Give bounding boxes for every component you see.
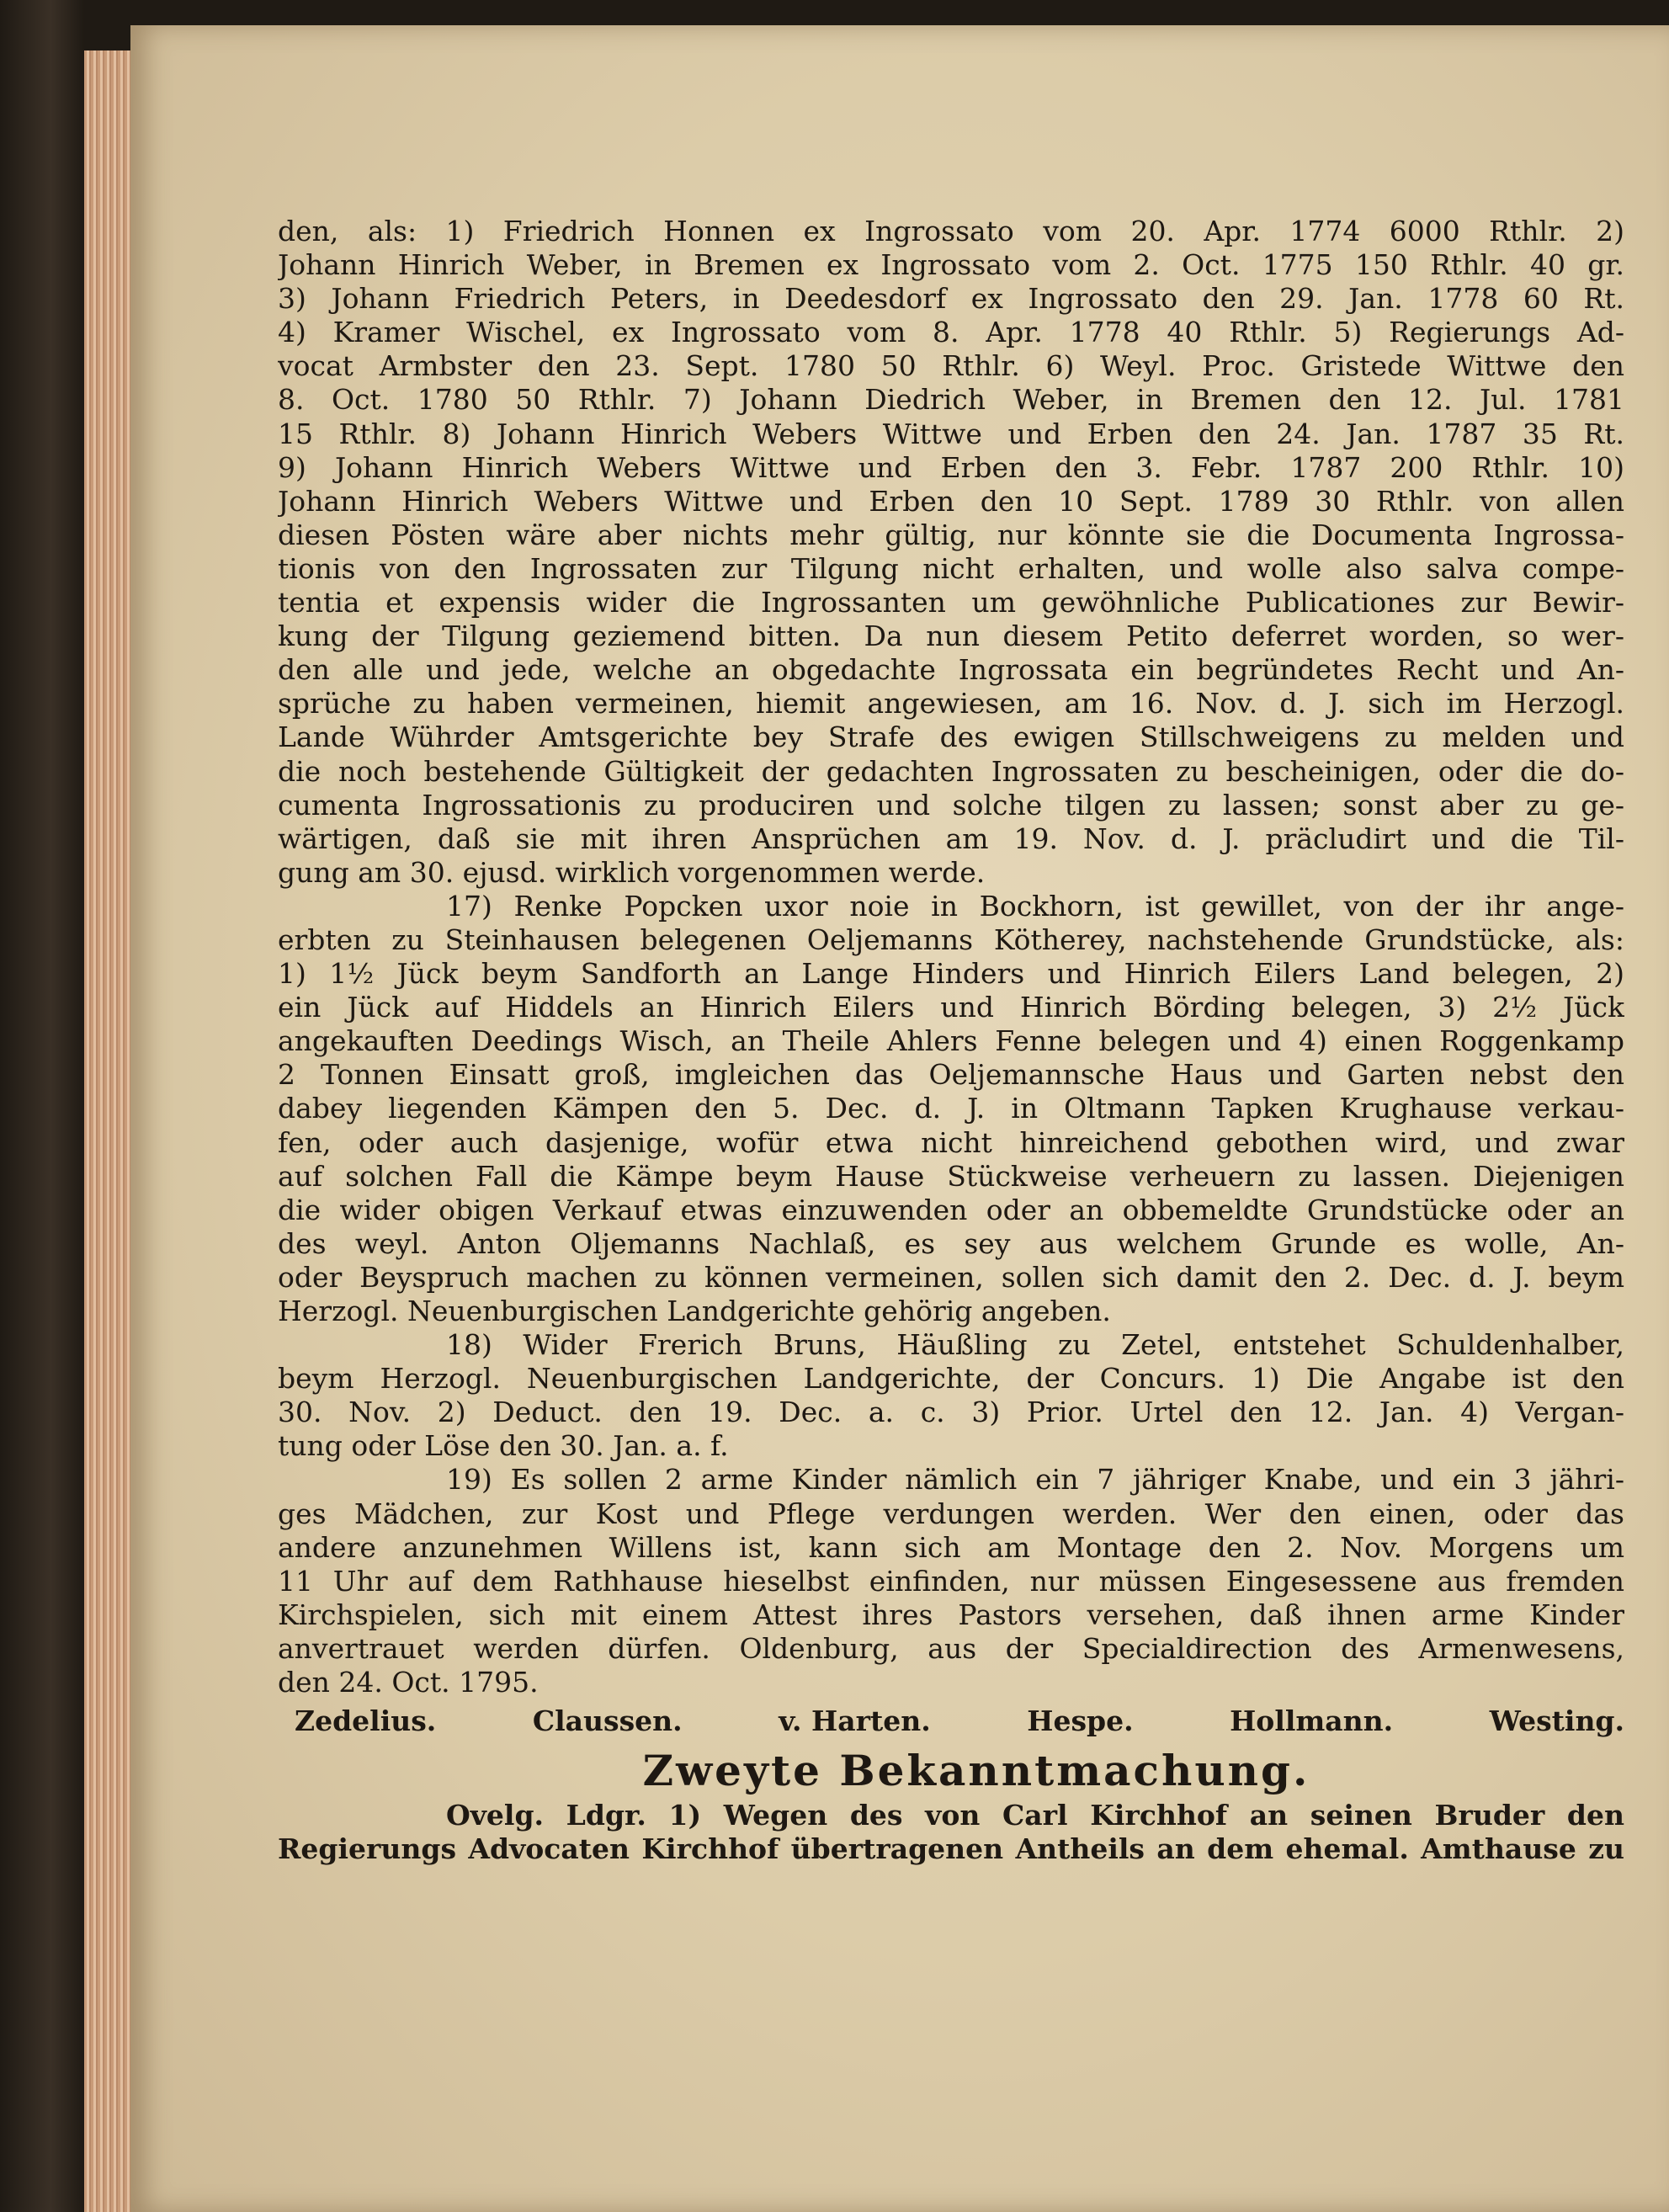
text-line: 1) 1½ Jück beym Sandforth an Lange Hinders und Hinrich Eilers Land belegen, 2) [278,957,1624,991]
signature: v. Harten. [779,1704,931,1738]
signatures [278,1699,1624,1743]
text-line: den 24. Oct. 1795. [278,1666,539,1699]
text-line: Herzogl. Neuenburgischen Landgerichte gehörig angeben. [278,1295,1111,1327]
text-line: angekauften Deedings Wisch, an Theile Ahlers Fenne belegen und 4) einen Roggenkamp [278,1024,1624,1058]
text-line: den, als: 1) Friedrich Honnen ex Ingrossato vom 20. Apr. 1774 6000 Rthlr. 2) [278,215,1624,247]
text-line: kung der Tilgung geziemend bitten. Da nun diesem Petito deferret worden, so wer- [278,619,1624,653]
text-line: 2 Tonnen Einsatt groß, imgleichen das Oeljemannsche Haus und Garten nebst den [278,1058,1624,1092]
text-line: ein Jück auf Hiddels an Hinrich Eilers und Hinrich Börding belegen, 3) 2½ Jück [278,991,1624,1024]
text-line: 3) Johann Friedrich Peters, in Deedesdorf ex Ingrossato den 29. Jan. 1778 60 Rt. [278,282,1624,316]
text-line: Lande Wührder Amtsgerichte bey Strafe des ewigen Stillschweigens zu melden und [278,720,1624,754]
text-line: 9) Johann Hinrich Webers Wittwe und Erben den 3. Febr. 1787 200 Rthlr. 10) [278,450,1624,484]
paragraph-17 [278,890,1624,1328]
text-line: 19) Es sollen 2 arme Kinder nämlich ein 7 jähriger Knabe, und ein 3 jähri- [446,1463,1624,1497]
text-line: 11 Uhr auf dem Rathhause hieselbst einfinden, nur müssen Eingesessene aus fremden [278,1564,1624,1598]
paragraph-next [278,1799,1624,1866]
page-text [278,215,1624,1866]
text-line: Johann Hinrich Weber, in Bremen ex Ingrossato vom 2. Oct. 1775 150 Rthlr. 40 gr. [278,248,1624,282]
text-line: Ovelg. Ldgr. 1) Wegen des von Carl Kirchhof an seinen Bruder den [446,1799,1624,1832]
signature: Claussen. [532,1704,683,1738]
text-line: 17) Renke Popcken uxor noie in Bockhorn, ist gewillet, von der ihr ange- [446,889,1624,923]
text-line: 8. Oct. 1780 50 Rthlr. 7) Johann Diedrich Weber, in Bremen den 12. Jul. 1781 [278,383,1624,417]
page-edge [84,51,135,2212]
text-line: Johann Hinrich Webers Wittwe und Erben den 10 Sept. 1789 30 Rthlr. von allen [278,484,1624,518]
text-line: oder Beyspruch machen zu können vermeinen, sollen sich damit den 2. Dec. d. J. beym [278,1260,1624,1294]
text-line: 30. Nov. 2) Deduct. den 19. Dec. a. c. 3) Prior. Urtel den 12. Jan. 4) Vergan- [278,1396,1624,1429]
text-line: die noch bestehende Gültigkeit der gedachten Ingrossaten zu bescheinigen, oder die do- [278,754,1624,788]
signature: Westing. [1489,1704,1624,1738]
text-line: tung oder Löse den 30. Jan. a. f. [278,1429,729,1463]
text-line: diesen Pösten wäre aber nichts mehr gültig, nur könnte sie die Documenta Ingrossa- [278,518,1624,551]
text-line: den alle und jede, welche an obgedachte Ingrossata ein begründetes Recht und An- [278,653,1624,687]
text-line: Regierungs Advocaten Kirchhof übertragenen Antheils an dem ehemal. Amthause zu [278,1832,1624,1866]
text-line: andere anzunehmen Willens ist, kann sich am Montage den 2. Nov. Morgens um [278,1530,1624,1564]
text-line: tionis von den Ingrossaten zur Tilgung nicht erhalten, und wolle also salva compe- [278,551,1624,585]
text-line: 18) Wider Frerich Bruns, Häußling zu Zetel, entstehet Schuldenhalber, [446,1328,1624,1362]
text-line: sprüche zu haben vermeinen, hiemit angewiesen, am 16. Nov. d. J. sich im Herzogl. [278,687,1624,720]
text-line: gung am 30. ejusd. wirklich vorgenommen werde. [278,855,986,889]
text-line: des weyl. Anton Oljemanns Nachlaß, es sey aus welchem Grunde es wolle, An- [278,1226,1624,1260]
signature: Hespe. [1027,1704,1134,1738]
text-line: 15 Rthlr. 8) Johann Hinrich Webers Wittwe und Erben den 24. Jan. 1787 35 Rt. [278,417,1624,450]
text-line: auf solchen Fall die Kämpe beym Hause Stückweise verheuern zu lassen. Diejenigen [278,1159,1624,1193]
text-line: dabey liegenden Kämpen den 5. Dec. d. J. in Oltmann Tapken Krughause verkau- [278,1092,1624,1125]
text-line: vocat Armbster den 23. Sept. 1780 50 Rthlr. 6) Weyl. Proc. Gristede Wittwe den [278,349,1624,383]
text-line: 4) Kramer Wischel, ex Ingrossato vom 8. Apr. 1778 40 Rthlr. 5) Regierungs Ad- [278,316,1624,349]
text-line: ges Mädchen, zur Kost und Pflege verdungen werden. Wer den einen, oder das [278,1497,1624,1530]
signature: Hollmann. [1230,1704,1394,1738]
paragraph-16-tail [278,215,1624,890]
paragraph-18 [278,1328,1624,1463]
text-line: cumenta Ingrossationis zu produciren und solche tilgen zu lassen; sonst aber zu ge- [278,788,1624,822]
text-line: fen, oder auch dasjenige, wofür etwa nicht hinreichend gebothen wird, und zwar [278,1125,1624,1159]
text-line: wärtigen, daß sie mit ihren Ansprüchen am 19. Nov. d. J. präcludirt und die Til- [278,822,1624,855]
text-line: anvertrauet werden dürfen. Oldenburg, aus der Specialdirection des Armenwesens, [278,1631,1624,1665]
paragraph-19 [278,1463,1624,1699]
section-heading: Zweyte Bekanntmachung. [642,1746,1310,1796]
text-line: tentia et expensis wider die Ingrossanten um gewöhnliche Publicationes zur Bewir- [278,586,1624,619]
text-line: die wider obigen Verkauf etwas einzuwenden oder an obbemeldte Grundstücke oder an [278,1193,1624,1226]
text-line: Kirchspielen, sich mit einem Attest ihres Pastors versehen, daß ihnen arme Kinder [278,1598,1624,1631]
text-line: erbten zu Steinhausen belegenen Oeljemanns Kötherey, nachstehende Grundstücke, als: [278,923,1624,956]
text-line: beym Herzogl. Neuenburgischen Landgerichte, der Concurs. 1) Die Angabe ist den [278,1362,1624,1396]
signature: Zedelius. [295,1704,437,1738]
